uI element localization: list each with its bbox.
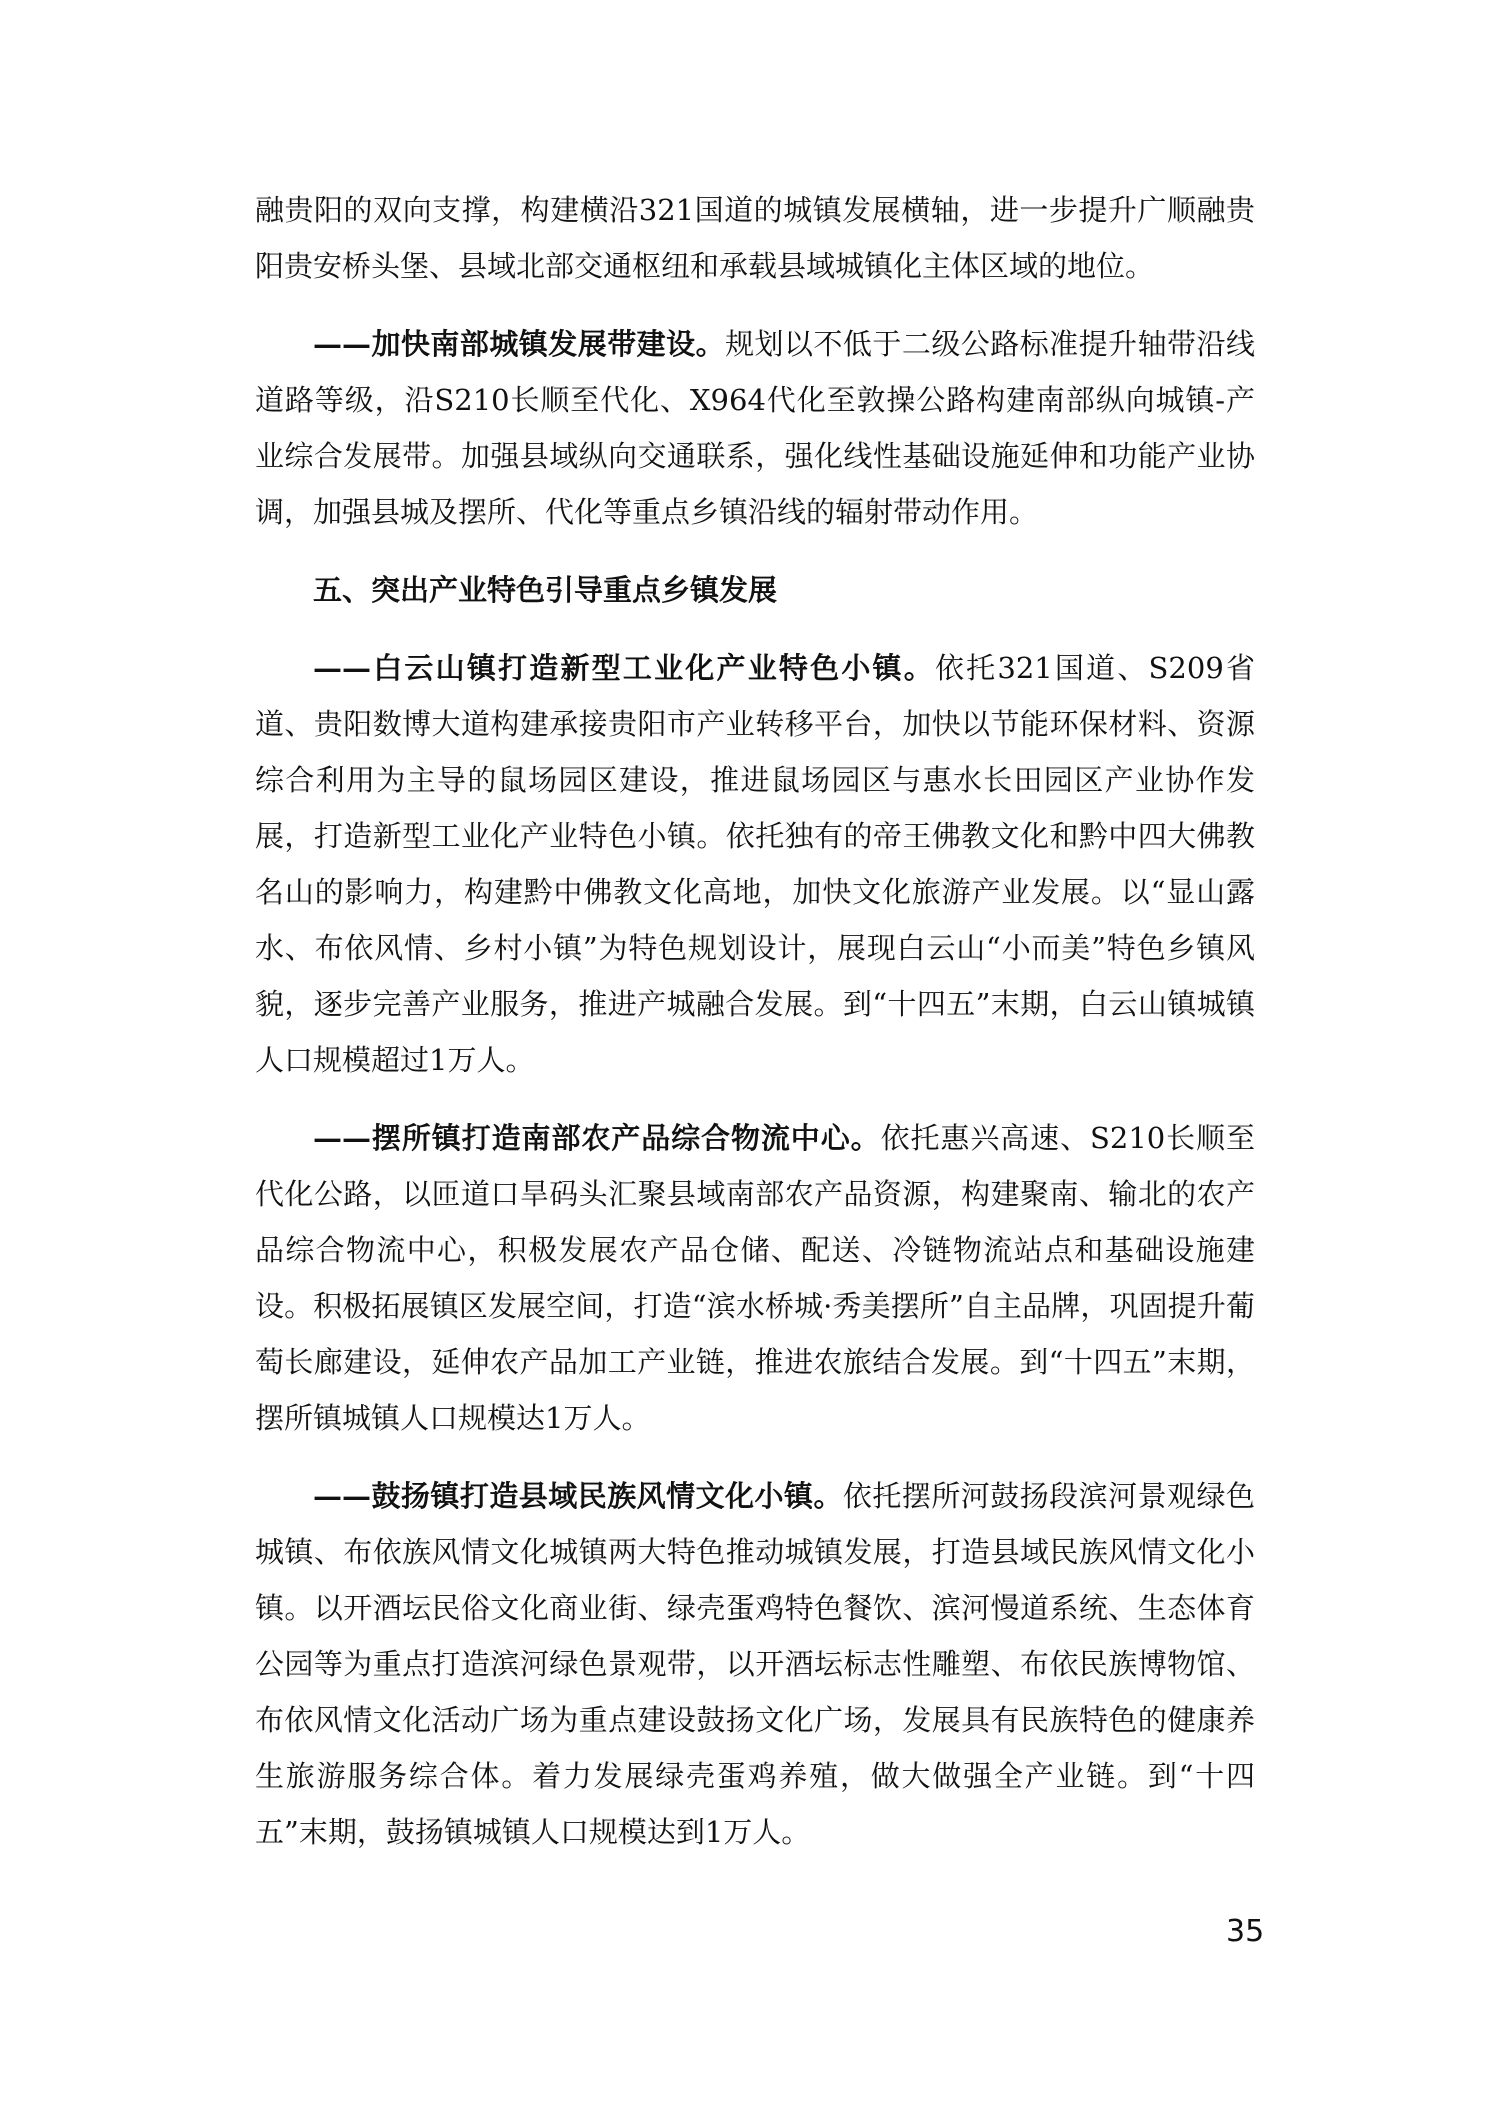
page-number: 35 <box>1226 1914 1265 1949</box>
paragraph-lead: ——白云山镇打造新型工业化产业特色小镇。 <box>313 651 935 685</box>
paragraph-text: 依托惠兴高速、S210长顺至代化公路，以匝道口旱码头汇聚县域南部农产品资源，构建聚南、输北的农产品综合物流中心，积极发展农产品仓储、配送、冷链物流站点和基础设施建设。积极拓展镇区发展空间，打造“滨水桥城·秀美摆所”自主品牌，巩固提升葡萄长廊建设，延伸农产品加工产业链，推进农旅结合发展。到“十四五”末期，摆所镇城镇人口规模达1万人。 <box>255 1121 1255 1435</box>
paragraph-baisuo-town <box>255 1110 1255 1446</box>
page-body <box>255 182 1255 1860</box>
paragraph-continuation <box>255 182 1255 294</box>
paragraph-lead: ——鼓扬镇打造县域民族风情文化小镇。 <box>313 1479 843 1513</box>
paragraph-baiyunshan-town <box>255 640 1255 1088</box>
paragraph-text: 依托摆所河鼓扬段滨河景观绿色城镇、布依族风情文化城镇两大特色推动城镇发展，打造县域民族风情文化小镇。以开酒坛民俗文化商业街、绿壳蛋鸡特色餐饮、滨河慢道系统、生态体育公园等为重点打造滨河绿色景观带，以开酒坛标志性雕塑、布依民族博物馆、布依风情文化活动广场为重点建设鼓扬文化广场，发展具有民族特色的健康养生旅游服务综合体。着力发展绿壳蛋鸡养殖，做大做强全产业链。到“十四五”末期，鼓扬镇城镇人口规模达到1万人。 <box>255 1479 1255 1849</box>
paragraph-text: 规划以不低于二级公路标准提升轴带沿线道路等级，沿S210长顺至代化、X964代化至敦操公路构建南部纵向城镇-产业综合发展带。加强县域纵向交通联系，强化线性基础设施延伸和功能产业协调，加强县城及摆所、代化等重点乡镇沿线的辐射带动作用。 <box>255 327 1255 529</box>
section-heading: 五、突出产业特色引导重点乡镇发展 <box>313 573 778 607</box>
paragraph-guyang-town <box>255 1468 1255 1860</box>
paragraph-lead: ——摆所镇打造南部农产品综合物流中心。 <box>313 1121 881 1155</box>
paragraph-south-development-belt <box>255 316 1255 540</box>
paragraph-text: 融贵阳的双向支撑，构建横沿321国道的城镇发展横轴，进一步提升广顺融贵阳贵安桥头堡、县域北部交通枢纽和承载县域城镇化主体区域的地位。 <box>255 193 1255 283</box>
paragraph-text: 依托321国道、S209省道、贵阳数博大道构建承接贵阳市产业转移平台，加快以节能环保材料、资源综合利用为主导的鼠场园区建设，推进鼠场园区与惠水长田园区产业协作发展，打造新型工业化产业特色小镇。依托独有的帝王佛教文化和黔中四大佛教名山的影响力，构建黔中佛教文化高地，加快文化旅游产业发展。以“显山露水、布依风情、乡村小镇”为特色规划设计，展现白云山“小而美”特色乡镇风貌，逐步完善产业服务，推进产城融合发展。到“十四五”末期，白云山镇城镇人口规模超过1万人。 <box>255 651 1255 1077</box>
paragraph-lead: ——加快南部城镇发展带建设。 <box>313 327 726 361</box>
